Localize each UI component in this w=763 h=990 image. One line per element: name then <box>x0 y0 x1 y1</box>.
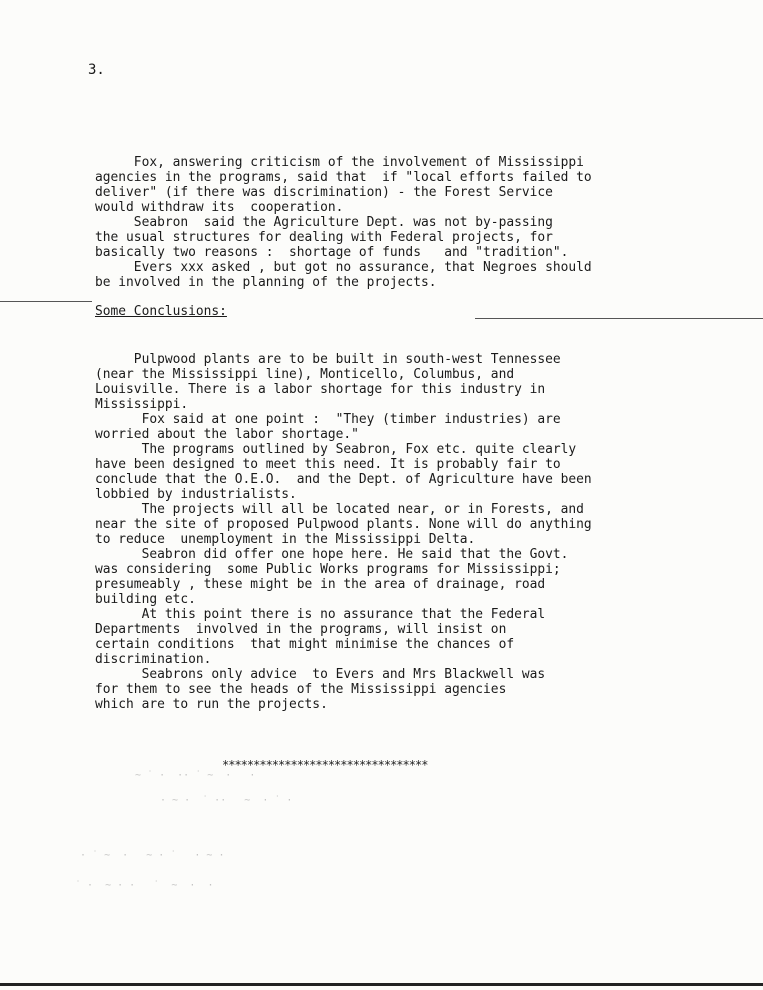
left-rule <box>0 301 92 302</box>
bottom-edge-line <box>0 983 763 986</box>
text-line: have been designed to meet this need. It is probably fair to <box>95 457 561 472</box>
text-line: The projects will all be located near, or in Forests, and <box>95 502 584 517</box>
bleed-through-smudge: ~ ˙ · ·· ˙ ~ · · <box>135 770 256 781</box>
paragraph-conclusions <box>95 352 695 712</box>
text-line: Mississippi. <box>95 397 189 412</box>
text-line: discrimination. <box>95 652 212 667</box>
separator-stars: ********************************* <box>222 758 428 772</box>
text-line: certain conditions that might minimise the chances of <box>95 637 515 652</box>
text-line: basically two reasons : shortage of funds and "tradition". <box>95 245 569 260</box>
text-line: to reduce unemployment in the Mississippi Delta. <box>95 532 476 547</box>
text-line: (near the Mississippi line), Monticello, Columbus, and <box>95 367 515 382</box>
text-line: Seabron said the Agriculture Dept. was not by-passing <box>95 215 553 230</box>
bleed-through-smudge: · ~ · ˙ ·· ~ · ˙ · <box>160 795 293 806</box>
text-line: Evers xxx asked , but got no assurance, that Negroes should <box>95 260 592 275</box>
text-line: At this point there is no assurance that the Federal <box>95 607 546 622</box>
text-line: lobbied by industrialists. <box>95 487 297 502</box>
text-line: conclude that the O.E.O. and the Dept. of Agriculture have been <box>95 472 592 487</box>
text-line: worried about the labor shortage." <box>95 427 359 442</box>
text-line: was considering some Public Works programs for Mississippi; <box>95 562 561 577</box>
text-line: for them to see the heads of the Mississippi agencies <box>95 682 507 697</box>
bleed-through-smudge: · ˙ ~ · ~ · ˙ · ~ · <box>80 850 225 861</box>
text-line: Pulpwood plants are to be built in south-west Tennessee <box>95 352 561 367</box>
text-line: would withdraw its cooperation. <box>95 200 344 215</box>
bleed-through-smudge: ˙ · ~ · · ˙ ~ · · <box>75 880 214 891</box>
section-heading: Some Conclusions: <box>95 304 227 319</box>
text-line: Seabrons only advice to Evers and Mrs Blackwell was <box>95 667 546 682</box>
text-line: be involved in the planning of the projects. <box>95 275 437 290</box>
text-line: agencies in the programs, said that if "local efforts failed to <box>95 170 592 185</box>
page-number: 3. <box>88 62 105 78</box>
text-line: near the site of proposed Pulpwood plants. None will do anything <box>95 517 592 532</box>
paragraph-fox-seabron <box>95 155 695 290</box>
text-line: deliver" (if there was discrimination) - the Forest Service <box>95 185 553 200</box>
text-line: The programs outlined by Seabron, Fox etc. quite clearly <box>95 442 577 457</box>
text-line: Fox, answering criticism of the involvement of Mississippi <box>95 155 584 170</box>
text-line: Louisville. There is a labor shortage for this industry in <box>95 382 546 397</box>
text-line: which are to run the projects. <box>95 697 328 712</box>
text-line: building etc. <box>95 592 196 607</box>
text-line: Fox said at one point : "They (timber industries) are <box>95 412 561 427</box>
text-line: presumeably , these might be in the area of drainage, road <box>95 577 546 592</box>
right-rule <box>475 318 763 319</box>
text-line: Departments involved in the programs, will insist on <box>95 622 507 637</box>
text-line: the usual structures for dealing with Federal projects, for <box>95 230 553 245</box>
text-line: Seabron did offer one hope here. He said that the Govt. <box>95 547 569 562</box>
